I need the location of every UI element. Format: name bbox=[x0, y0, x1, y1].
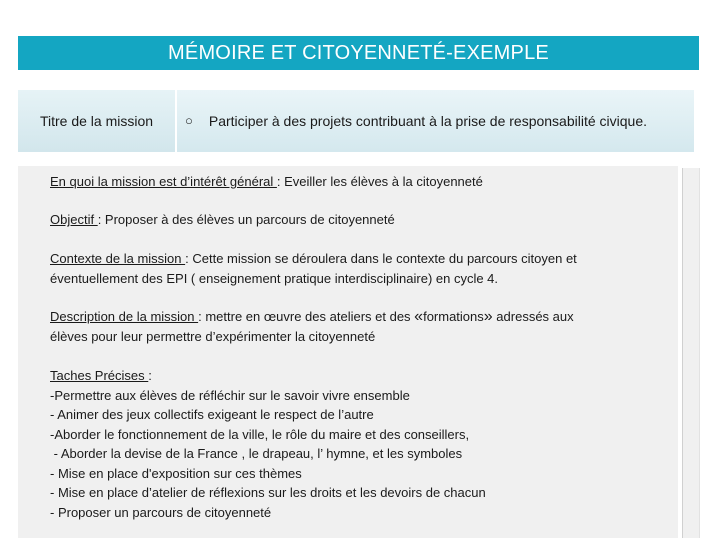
section-taches-colon: : bbox=[148, 368, 152, 383]
section-description-text-b: adressés aux bbox=[492, 309, 574, 324]
section-description bbox=[50, 307, 672, 346]
mission-row bbox=[18, 90, 694, 152]
section-description-quoted: formations bbox=[423, 309, 484, 324]
section-description-line2: élèves pour leur permettre d’expérimenter la citoyenneté bbox=[50, 328, 376, 344]
task-list-item: - Mise en place d'exposition sur ces thèmes bbox=[50, 465, 302, 481]
task-list-item: - Proposer un parcours de citoyenneté bbox=[50, 504, 272, 520]
section-interet-text: : Eveiller les élèves à la citoyenneté bbox=[276, 174, 483, 189]
section-taches bbox=[50, 366, 672, 522]
task-list-item: - Aborder la devise de la France , le drapeau, l’ hymne, et les symboles bbox=[50, 446, 463, 461]
task-list-item: - Mise en place d’atelier de réflexions sur les droits et les devoirs de chacun bbox=[50, 485, 486, 500]
mission-value-cell bbox=[177, 90, 694, 152]
close-quote: » bbox=[483, 308, 493, 325]
section-description-label: Description de la mission bbox=[50, 309, 199, 324]
mission-label-cell bbox=[18, 90, 175, 152]
section-contexte-label: Contexte de la mission bbox=[50, 251, 186, 266]
page-title: MÉMOIRE ET CITOYENNETÉ-EXEMPLE bbox=[168, 41, 549, 64]
section-interet bbox=[50, 172, 672, 192]
section-contexte-line2: éventuellement des EPI ( enseignement pratique interdisciplinaire) en cycle 4. bbox=[50, 270, 499, 286]
task-list-item: - Animer des jeux collectifs exigeant le respect de l’autre bbox=[50, 407, 374, 422]
section-interet-label: En quoi la mission est d’intérêt général bbox=[50, 174, 277, 189]
section-description-text-a: : mettre en œuvre des ateliers et des bbox=[198, 309, 415, 324]
task-list-item: -Permettre aux élèves de réfléchir sur le savoir vivre ensemble bbox=[50, 387, 410, 403]
section-objectif bbox=[50, 210, 672, 230]
circle-bullet-icon: ○ bbox=[185, 113, 193, 128]
task-list-item: -Aborder le fonctionnement de la ville, le rôle du maire et des conseillers, bbox=[50, 426, 470, 442]
page-title-banner bbox=[18, 36, 699, 70]
section-contexte-line1: : Cette mission se déroulera dans le contexte du parcours citoyen et bbox=[185, 251, 577, 266]
mission-value: Participer à des projets contribuant à la prise de responsabilité civique. bbox=[208, 113, 647, 129]
mission-label: Titre de la mission bbox=[39, 113, 154, 129]
section-contexte bbox=[50, 249, 672, 288]
content-panel bbox=[18, 166, 678, 538]
section-objectif-label: Objectif bbox=[50, 212, 98, 227]
open-quote: « bbox=[414, 308, 424, 325]
section-objectif-text: : Proposer à des élèves un parcours de citoyenneté bbox=[97, 212, 395, 227]
section-taches-label: Taches Précises bbox=[50, 368, 149, 383]
right-side-strip bbox=[682, 168, 700, 538]
